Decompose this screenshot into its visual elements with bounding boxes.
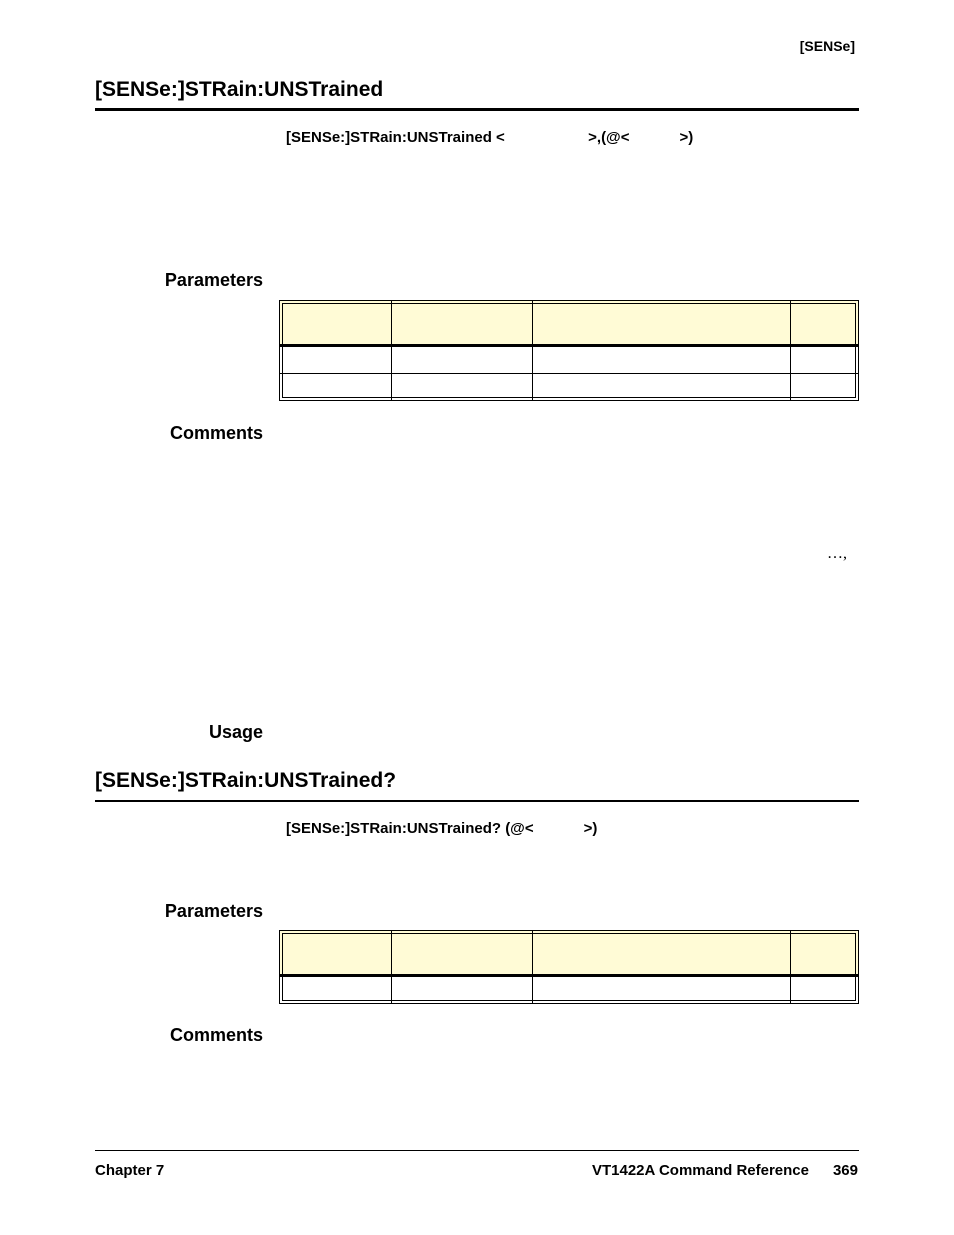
table-cell xyxy=(280,977,392,1003)
section-divider xyxy=(95,108,859,111)
footer-divider xyxy=(95,1150,859,1151)
table-cell xyxy=(791,977,858,1003)
parameters-table xyxy=(279,930,859,1004)
command-syntax: [SENSe:]STRain:UNSTrained? (@< >) xyxy=(286,820,598,837)
table-row xyxy=(280,347,858,374)
table-header-cell xyxy=(280,301,392,347)
table-cell xyxy=(533,347,791,374)
table-cell xyxy=(791,347,858,374)
parameters-heading: Parameters xyxy=(164,270,263,290)
section-title: [SENSe:]STRain:UNSTrained? xyxy=(95,769,397,792)
usage-heading: Usage xyxy=(208,722,263,742)
table-cell xyxy=(791,374,858,400)
running-head: [SENSe] xyxy=(799,38,855,54)
table-header-cell xyxy=(392,301,533,347)
section-divider xyxy=(95,800,859,802)
table-header-cell xyxy=(533,301,791,347)
table-header-row xyxy=(280,931,858,977)
table-row xyxy=(280,977,858,1003)
table-header-cell xyxy=(791,301,858,347)
table-row xyxy=(280,374,858,400)
table-cell xyxy=(392,347,533,374)
footer-chapter: Chapter 7 xyxy=(95,1162,165,1179)
table-cell xyxy=(533,374,791,400)
table-cell xyxy=(392,977,533,1003)
table-cell xyxy=(392,374,533,400)
table-cell xyxy=(280,374,392,400)
section-title: [SENSe:]STRain:UNSTrained xyxy=(95,78,384,101)
command-syntax: [SENSe:]STRain:UNSTrained < >,(@< >) xyxy=(286,129,694,146)
table-header-cell xyxy=(392,931,533,977)
footer-doc-title: VT1422A Command Reference xyxy=(591,1162,809,1179)
comments-heading: Comments xyxy=(169,1025,263,1045)
page-number: 369 xyxy=(832,1162,858,1179)
table-header-row xyxy=(280,301,858,347)
table-header-cell xyxy=(791,931,858,977)
table-header-cell xyxy=(533,931,791,977)
table-cell xyxy=(280,347,392,374)
parameters-table xyxy=(279,300,859,401)
table-header-cell xyxy=(280,931,392,977)
table-cell xyxy=(533,977,791,1003)
ellipsis-text: …, xyxy=(827,545,847,562)
comments-heading: Comments xyxy=(169,423,263,443)
parameters-heading: Parameters xyxy=(164,901,263,921)
